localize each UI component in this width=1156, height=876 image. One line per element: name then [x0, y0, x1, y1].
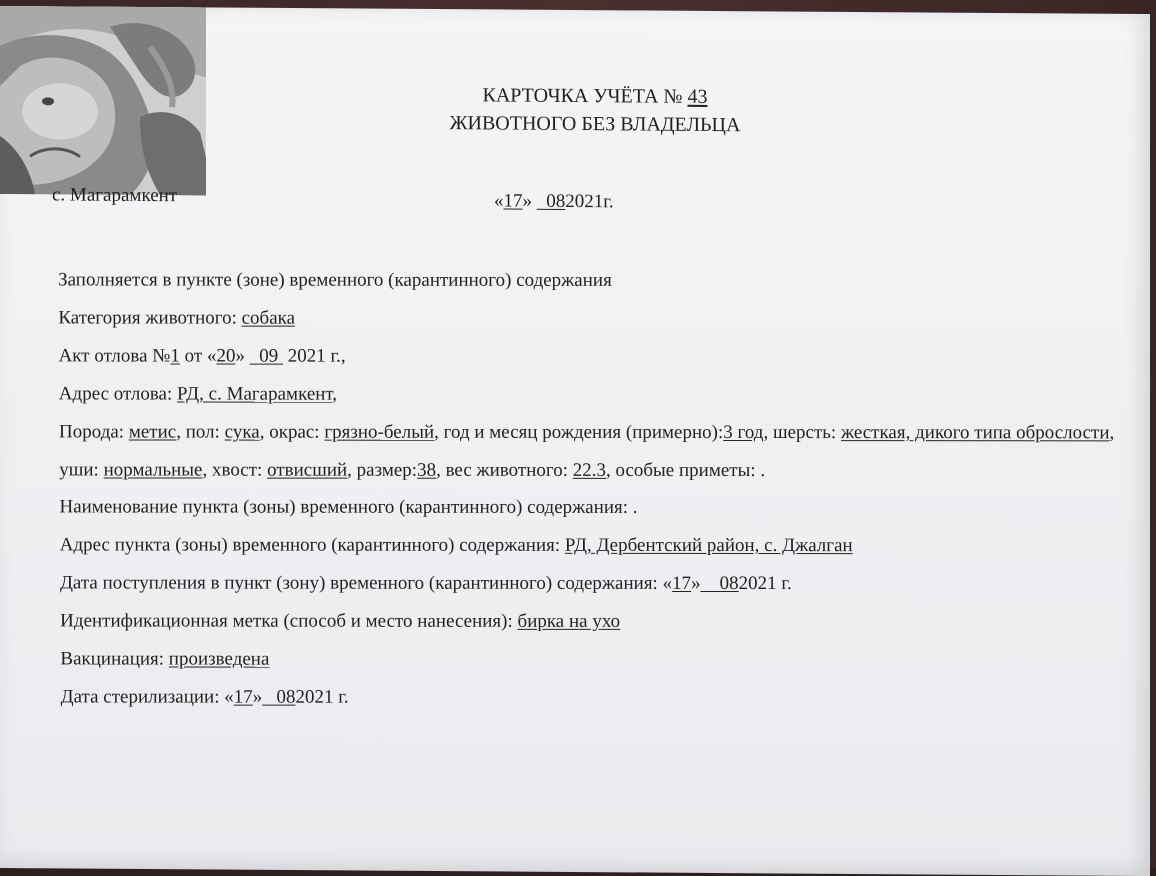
weight-value: 22.3: [572, 459, 607, 481]
arrival-year: 2021 г.: [738, 573, 792, 595]
ears-value: нормальные: [103, 459, 203, 481]
doc-date-month: 08: [546, 190, 566, 212]
color-value: грязно-белый: [324, 421, 435, 443]
title-line-2: ЖИВОТНОГО БЕЗ ВЛАДЕЛЬЦА: [449, 112, 741, 137]
dog-photo: [0, 6, 206, 195]
sterilization-day: 17: [233, 686, 253, 708]
act-day: 20: [216, 345, 236, 367]
sex-value: сука: [224, 421, 260, 443]
point-address-value: РД, Дербентский район, с. Джалган: [564, 534, 853, 557]
vaccination-row: Вакцинация: произведена: [60, 648, 270, 670]
arrival-date-row: Дата поступления в пункт (зону) временного (карантинного) содержания: «17» 082021 г.: [59, 572, 792, 595]
arrival-month: 08: [719, 572, 739, 595]
act-number: 1: [170, 345, 180, 367]
point-name-row: Наименование пункта (зоны) временного (карантинного) содержания: .: [59, 496, 638, 518]
place: с. Магарамкент: [52, 184, 178, 207]
capture-address-value: РД, с. Магарамкент: [176, 383, 333, 405]
title-prefix: КАРТОЧКА УЧЁТА №: [482, 84, 683, 108]
capture-act-row: Акт отлова №1 от «20» 09 2021 г.,: [58, 345, 346, 367]
point-address-row: Адрес пункта (зоны) временного (карантинного) содержания: РД, Дербентский район, с. Джалган: [59, 534, 853, 557]
fur-value: жесткая, дикого типа оброслости: [840, 422, 1110, 444]
card-title: [400, 81, 790, 140]
point-name-value: .: [632, 496, 638, 518]
sterilization-month: 08: [276, 686, 296, 708]
category-row: Категория животного: собака: [58, 307, 296, 329]
tail-value: отвисший: [266, 459, 348, 481]
title-line-1: [400, 81, 790, 112]
size-value: 38: [416, 459, 437, 481]
category-value: собака: [241, 307, 296, 329]
vaccination-value: произведена: [168, 648, 270, 670]
id-mark-row: Идентификационная метка (способ и место нанесения): бирка на ухо: [60, 610, 621, 632]
doc-date-day: 17: [503, 190, 523, 212]
animal-description: Порода: метис, пол: сука, окрас: грязно-белый, год и месяц рождения (примерно):3 год, шерсть: жесткая, дикого типа оброслости, уши: нормальные, хвост: отвисший, размер:38, вес животного: 22.3, особые приметы: .: [58, 421, 1115, 482]
doc-date-year: 2021г.: [565, 190, 614, 213]
capture-address-row: Адрес отлова: РД, с. Магарамкент,: [58, 383, 338, 405]
act-year: 2021 г.,: [287, 345, 346, 367]
fill-note: Заполняется в пункте (зоне) временного (карантинного) содержания: [58, 269, 612, 291]
id-mark-value: бирка на ухо: [517, 610, 621, 632]
document-sheet: [0, 6, 1150, 876]
sterilization-year: 2021 г.: [295, 686, 349, 708]
birth-value: 3 год: [723, 421, 764, 444]
arrival-day: 17: [671, 572, 692, 594]
document-date: «17» 082021г.: [494, 190, 614, 213]
breed-value: метис: [128, 421, 177, 443]
act-month: 09: [259, 345, 279, 367]
card-body: [58, 268, 1121, 724]
marks-value: .: [760, 460, 766, 482]
sterilization-date-row: Дата стерилизации: «17» 082021 г.: [60, 686, 349, 708]
card-number: 43: [687, 85, 708, 108]
